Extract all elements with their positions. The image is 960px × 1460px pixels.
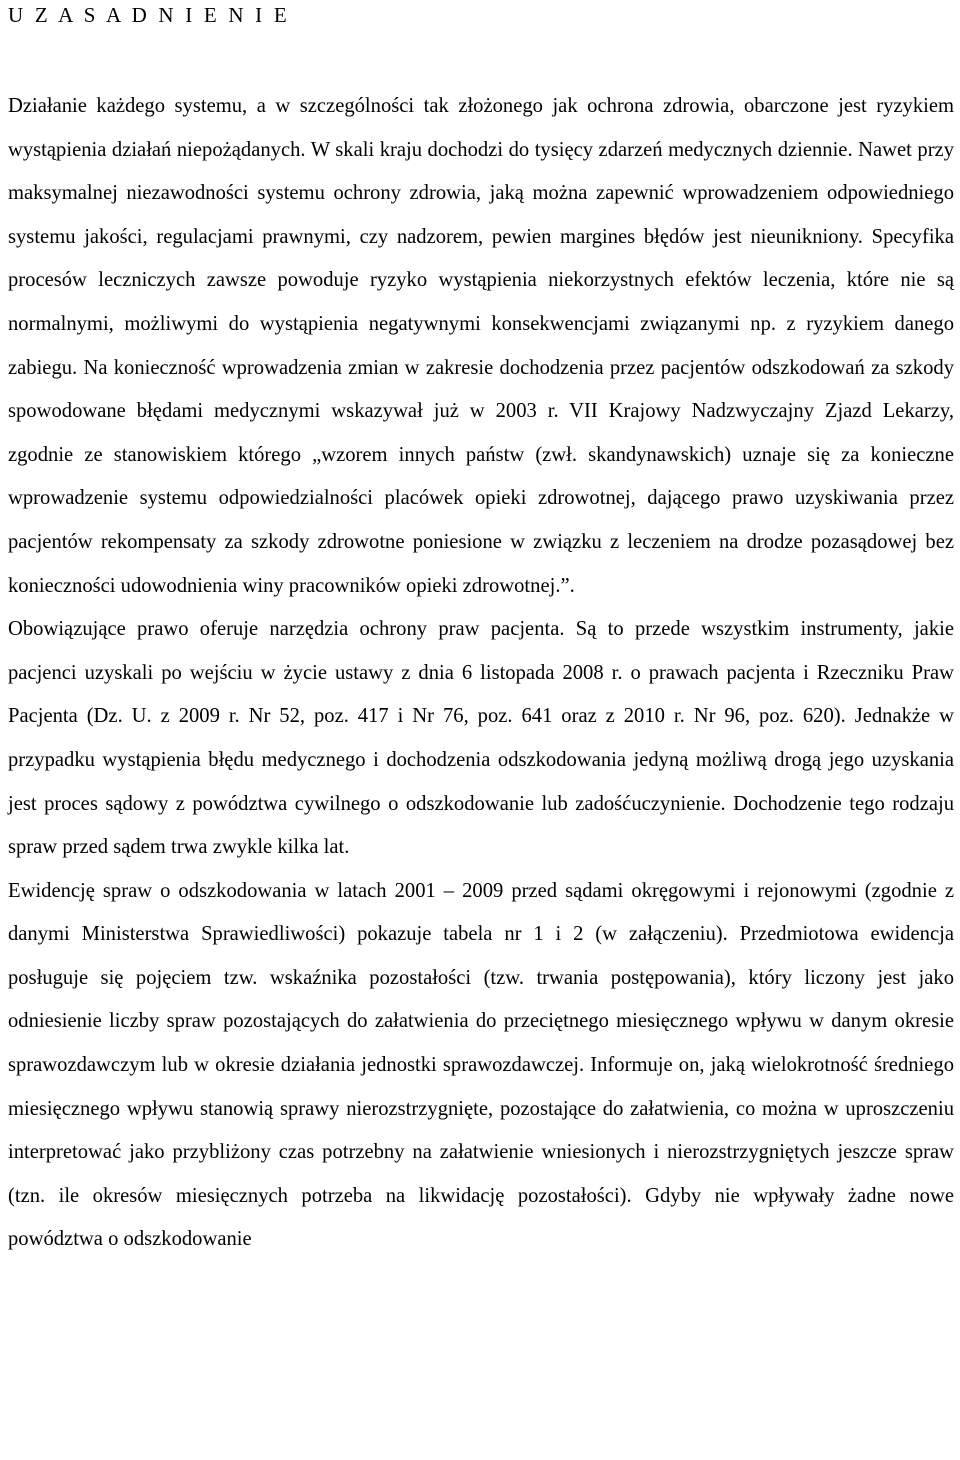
paragraph-introduction: Działanie każdego systemu, a w szczególności tak złożonego jak ochrona zdrowia, obarczone jest ryzykiem wystąpienia działań niepożądanych. W skali kraju dochodzi do tysięcy zdarzeń medycznych dziennie. Nawet przy maksymalnej niezawodności systemu ochrony zdrowia, jaką można zapewnić wprowadzeniem odpowiedniego systemu jakości, regulacjami prawnymi, czy nadzorem, pewien margines błędów jest nieunikniony. Specyfika procesów leczniczych zawsze powoduje ryzyko wystąpienia niekorzystnych efektów leczenia, które nie są normalnymi, możliwymi do wystąpienia negatywnymi konsekwencjami związanymi np. z ryzykiem danego zabiegu. Na konieczność wprowadzenia zmian w zakresie dochodzenia przez pacjentów odszkodowań za szkody spowodowane błędami medycznymi wskazywał już w 2003 r. VII Krajowy Nadzwyczajny Zjazd Lekarzy, zgodnie ze stanowiskiem którego „wzorem innych państw (zwł. skandynawskich) uznaje się za konieczne wprowadzenie systemu odpowiedzialności placówek opieki zdrowotnej, dającego prawo uzyskiwania przez pacjentów rekompensaty za szkody zdrowotne poniesione w związku z leczeniem na drodze pozasądowej bez konieczności udowodnienia winy pracowników opieki zdrowotnej.”. bbox=[8, 95, 954, 597]
document-page bbox=[8, 0, 954, 1262]
paragraph-court-statistics: Ewidencję spraw o odszkodowania w latach 2001 – 2009 przed sądami okręgowymi i rejonowymi (zgodnie z danymi Ministerstwa Sprawiedliwości) pokazuje tabela nr 1 i 2 (w załączeniu). Przedmiotowa ewidencja posługuje się pojęciem tzw. wskaźnika pozostałości (tzw. trwania postępowania), który liczony jest jako odniesienie liczby spraw pozostających do załatwienia do przeciętnego miesięcznego wpływu w danym okresie sprawozdawczym lub w okresie działania jednostki sprawozdawczej. Informuje on, jaką wielokrotność średniego miesięcznego wpływu stanowią sprawy nierozstrzygnięte, pozostające do załatwienia, co można w uproszczeniu interpretować jako przybliżony czas potrzebny na załatwienie wniesionych i nierozstrzygniętych jeszcze spraw (tzn. ile okresów miesięcznych potrzeba na likwidację pozostałości). Gdyby nie wpływały żadne nowe powództwa o odszkodowanie bbox=[8, 879, 954, 1251]
document-title: U Z A S A D N I E N I E bbox=[8, 3, 290, 27]
paragraph-patient-rights: Obowiązujące prawo oferuje narzędzia ochrony praw pacjenta. Są to przede wszystkim instrumenty, jakie pacjenci uzyskali po wejściu w życie ustawy z dnia 6 listopada 2008 r. o prawach pacjenta i Rzeczniku Praw Pacjenta (Dz. U. z 2009 r. Nr 52, poz. 417 i Nr 76, poz. 641 oraz z 2010 r. Nr 96, poz. 620). Jednakże w przypadku wystąpienia błędu medycznego i dochodzenia odszkodowania jedyną możliwą drogą jego uzyskania jest proces sądowy z powództwa cywilnego o odszkodowanie lub zadośćuczynienie. Dochodzenie tego rodzaju spraw przed sądem trwa zwykle kilka lat. bbox=[8, 618, 954, 859]
